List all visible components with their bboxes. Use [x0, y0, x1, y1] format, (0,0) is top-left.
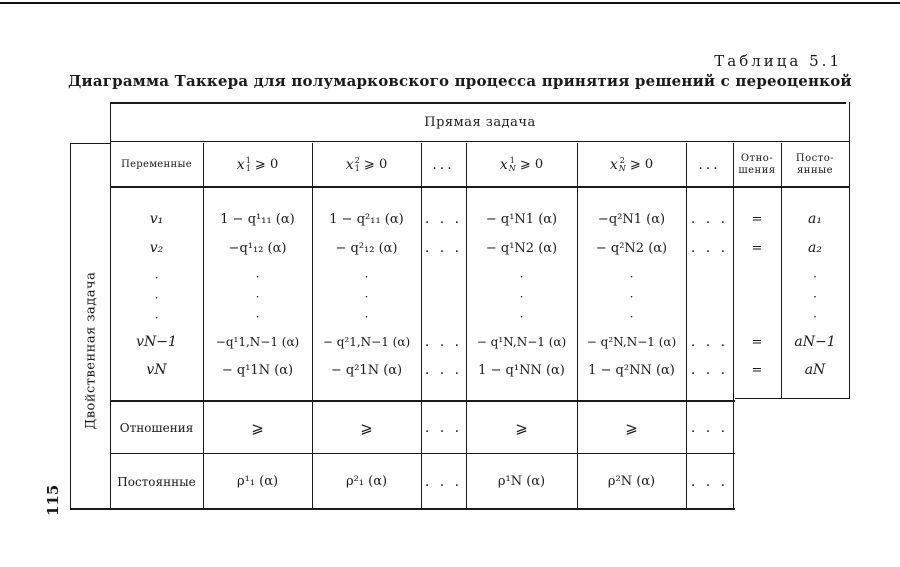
header-col-ellipsis-2: ...	[698, 156, 721, 173]
header-variables: Переменные	[121, 159, 192, 170]
header-col-x11: x 1 1 ⩾ 0	[236, 155, 279, 173]
cell-vN-c6: . . .	[690, 362, 729, 378]
cell-v1-c5: −q²N1 (α)	[597, 211, 666, 227]
cell-v2-const: a₂	[808, 240, 822, 256]
relations-c4: ⩾	[515, 418, 528, 437]
header-relations: Отно- шения	[738, 152, 776, 176]
row-var-v1: v₁	[149, 211, 164, 227]
header-col-xN2: x 2 N ⩾ 0	[609, 155, 654, 173]
constants-c6: . . .	[690, 473, 729, 490]
constants-row-label: Постоянные	[117, 474, 196, 489]
dual-problem-label: Двойственная задача	[83, 271, 99, 430]
cell-v2-c5: − q²N2 (α)	[595, 240, 668, 256]
cell-v1-c3: . . .	[424, 211, 463, 227]
row-var-vN-1: vN−1	[136, 334, 177, 350]
header-col-ellipsis-1: ...	[432, 156, 455, 173]
constants-c4: ρ¹N (α)	[497, 474, 546, 489]
cell-v1-c2: 1 − q²₁₁ (α)	[329, 211, 404, 227]
relations-c3: . . .	[424, 419, 463, 436]
table-title: Диаграмма Таккера для полумарковского процесса принятия решений с переоценкой	[68, 72, 852, 90]
cell-v1-rel: =	[751, 211, 763, 227]
cell-v2-c3: . . .	[424, 240, 463, 256]
header-constants: Посто- янные	[795, 152, 835, 176]
cell-v2-rel: =	[751, 240, 763, 256]
cell-vN-1-c5: − q²N,N−1 (α)	[586, 335, 677, 349]
row-var-v2: v₂	[149, 240, 164, 256]
cell-v1-const: a₁	[808, 211, 822, 227]
cell-vN-1-c2: − q²1,N−1 (α)	[322, 335, 411, 349]
cell-v1-c6: . . .	[690, 211, 729, 227]
cell-vN-c4: 1 − q¹NN (α)	[478, 362, 565, 378]
cell-vN-c3: . . .	[424, 362, 463, 378]
cell-v1-c4: − q¹N1 (α)	[485, 211, 558, 227]
cell-vN-1-const: aN−1	[794, 334, 836, 350]
cell-vN-1-c6: . . .	[690, 334, 729, 350]
relations-c2: ⩾	[360, 418, 373, 437]
cell-v2-c4: − q¹N2 (α)	[485, 240, 558, 256]
constants-c3: . . .	[424, 473, 463, 490]
cell-vN-c5: 1 − q²NN (α)	[588, 362, 675, 378]
cell-vN-1-c3: . . .	[424, 334, 463, 350]
page-number: 115	[44, 484, 62, 516]
cell-v2-c6: . . .	[690, 240, 729, 256]
cell-v1-c1: 1 − q¹₁₁ (α)	[220, 211, 295, 227]
constants-c2: ρ²₁ (α)	[345, 474, 388, 489]
cell-vN-const: aN	[804, 362, 826, 378]
cell-v2-c1: −q¹₁₂ (α)	[228, 240, 287, 256]
cell-vN-1-rel: =	[751, 334, 763, 350]
header-col-xN1: x 1 N ⩾ 0	[499, 155, 544, 173]
relations-c6: . . .	[690, 419, 729, 436]
cell-vN-c1: − q¹1N (α)	[221, 362, 294, 378]
row-var-vN: vN	[146, 362, 167, 378]
cell-vN-1-c1: −q¹1,N−1 (α)	[215, 335, 300, 349]
cell-v2-c2: − q²₁₂ (α)	[335, 240, 398, 256]
cell-vN-rel: =	[751, 362, 763, 378]
relations-row-label: Отношения	[119, 420, 194, 435]
page-top-rule	[0, 2, 900, 4]
relations-c1: ⩾	[251, 418, 264, 437]
relations-c5: ⩾	[625, 418, 638, 437]
constants-c1: ρ¹₁ (α)	[236, 474, 279, 489]
cell-vN-c2: − q²1N (α)	[330, 362, 403, 378]
constants-c5: ρ²N (α)	[607, 474, 656, 489]
header-col-x12: x 2 1 ⩾ 0	[345, 155, 388, 173]
table-number: Таблица 5.1	[714, 52, 842, 70]
primal-problem-label: Прямая задача	[424, 115, 536, 130]
cell-vN-1-c4: − q¹N,N−1 (α)	[476, 335, 567, 349]
